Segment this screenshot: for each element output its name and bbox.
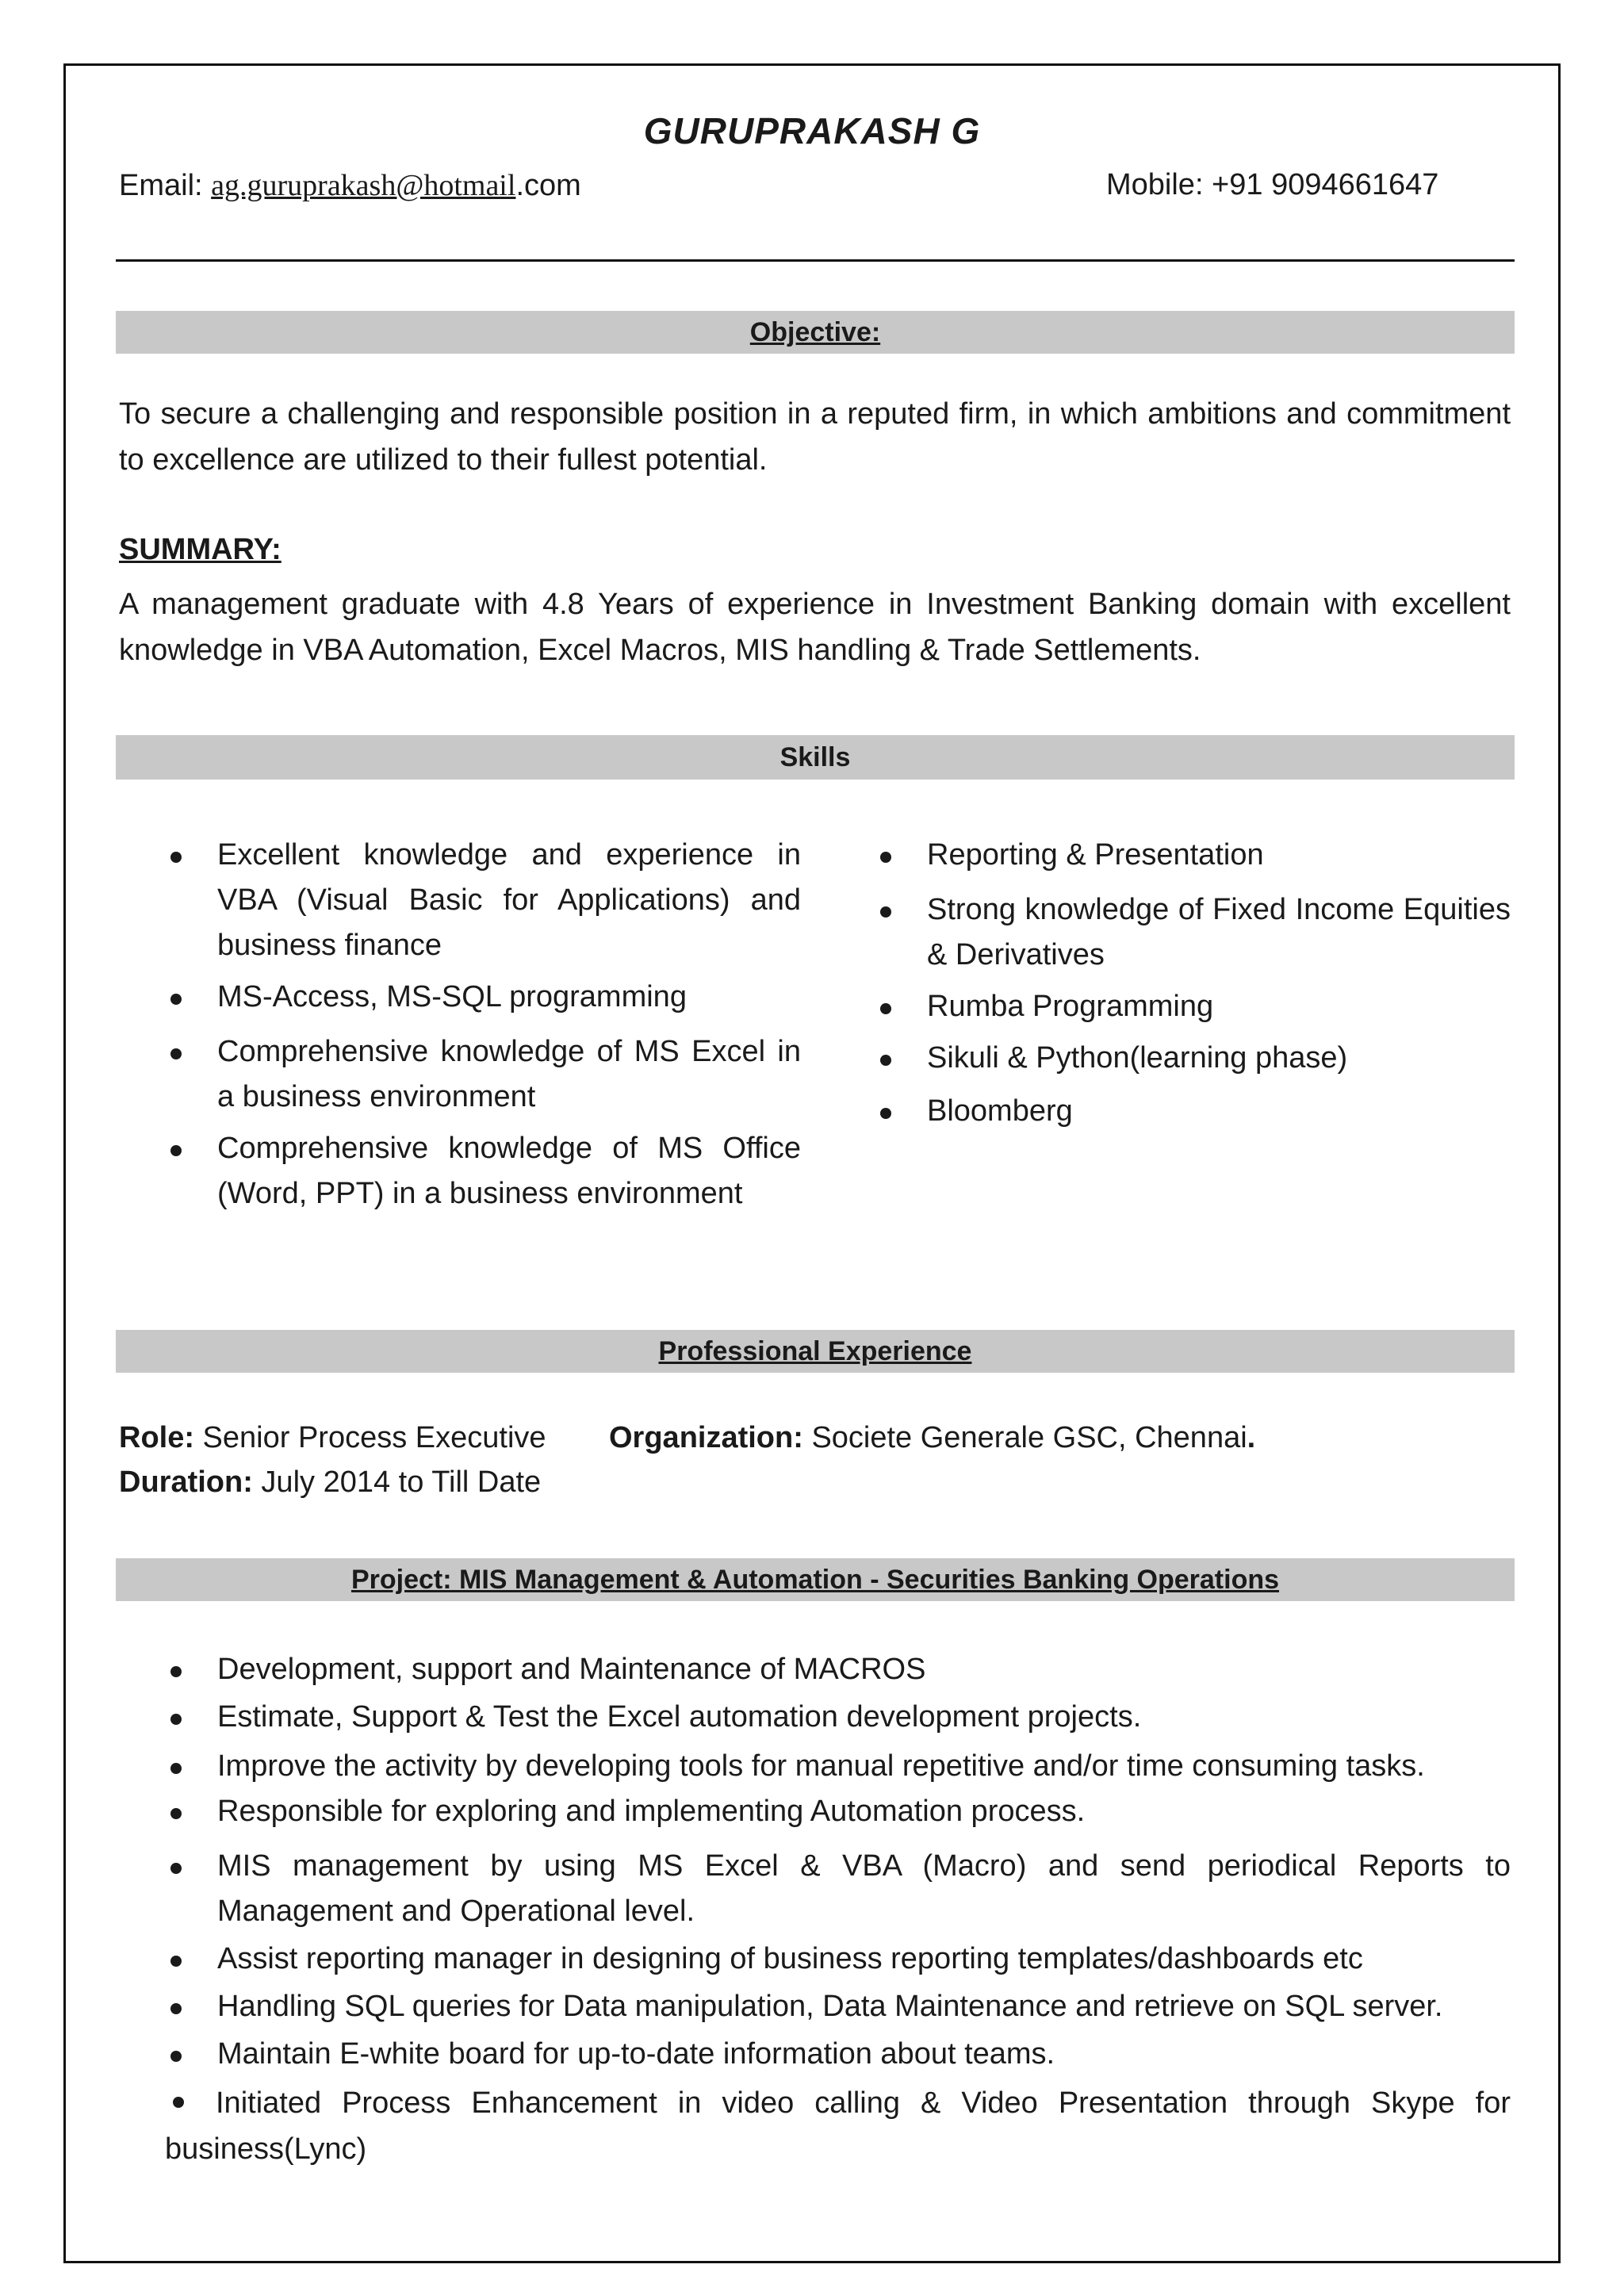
list-item: MS-Access, MS-SQL programming: [119, 975, 801, 1020]
organization-value: Societe Generale GSC, Chennai: [802, 1421, 1247, 1454]
bullet-icon: [170, 2051, 182, 2062]
bullet-icon: [170, 1763, 182, 1774]
bullet-icon: [170, 852, 182, 863]
skills-title: Skills: [779, 742, 851, 772]
list-item: Handling SQL queries for Data manipulation, Data Maintenance and retrieve on SQL server.: [119, 1984, 1511, 2029]
list-item: Excellent knowledge and experience in VBA (Visual Basic for Applications) and business finance: [119, 833, 801, 968]
role-label: Role:: [119, 1421, 194, 1454]
summary-text: A management graduate with 4.8 Years of experience in Investment Banking domain with excellent knowledge in VBA Automation, Excel Macros, MIS handling & Trade Settlements.: [119, 588, 1511, 667]
list-item: Development, support and Maintenance of MACROS: [119, 1647, 1511, 1692]
organization-end: .: [1247, 1421, 1256, 1454]
role-value: Senior Process Executive: [194, 1421, 546, 1454]
bullet-icon: [880, 1108, 891, 1119]
skills-left-list: [119, 833, 801, 1216]
candidate-name: GURUPRAKASH G: [643, 110, 981, 151]
project-heading-bar: [116, 1558, 1515, 1601]
skills-right-list: [829, 833, 1511, 1134]
bullet-icon: [173, 2097, 184, 2108]
organization-line: [609, 1421, 1255, 1455]
bullet-icon: [170, 1666, 182, 1677]
experience-title: Professional Experience: [658, 1336, 972, 1366]
list-item: Assist reporting manager in designing of business reporting templates/dashboards etc: [119, 1937, 1511, 1982]
list-item: Improve the activity by developing tools for manual repetitive and/or time consuming tasks.: [119, 1744, 1511, 1789]
email-label: Email:: [119, 169, 212, 202]
project-list: [119, 1647, 1511, 2077]
bullet-icon: [170, 2003, 182, 2014]
objective-heading-bar: [116, 311, 1515, 354]
bullet-icon: [880, 1055, 891, 1066]
list-item: Reporting & Presentation: [829, 833, 1511, 878]
email-link[interactable]: ag.guruprakash@hotmail: [211, 169, 516, 202]
skills-heading-bar: [116, 735, 1515, 780]
objective-text: To secure a challenging and responsible position in a reputed firm, in which ambitions and commitment to excellence are utilized to their fullest potential.: [119, 397, 1511, 477]
duration-line: [119, 1466, 541, 1500]
list-item: Comprehensive knowledge of MS Office (Word, PPT) in a business environment: [119, 1126, 801, 1216]
project-last-item: Initiated Process Enhancement in video calling & Video Presentation through Skype for business(Lync): [165, 2086, 1511, 2166]
list-item: Strong knowledge of Fixed Income Equities & Derivatives: [829, 887, 1511, 978]
list-item: MIS management by using MS Excel & VBA (Macro) and send periodical Reports to Management and Operational level.: [119, 1844, 1511, 1934]
role-line: [119, 1421, 546, 1455]
list-item: Bloomberg: [829, 1089, 1511, 1134]
bullet-icon: [170, 994, 182, 1005]
objective-title: Objective:: [749, 317, 881, 347]
organization-label: Organization:: [609, 1421, 803, 1454]
bullet-icon: [170, 1714, 182, 1725]
list-item: Responsible for exploring and implementing Automation process.: [119, 1789, 1511, 1834]
list-item: Sikuli & Python(learning phase): [829, 1036, 1511, 1081]
bullet-icon: [880, 1003, 891, 1014]
email-suffix: .com: [515, 169, 581, 202]
duration-label: Duration:: [119, 1466, 253, 1499]
experience-heading-bar: [116, 1330, 1515, 1373]
header-divider: [116, 259, 1515, 262]
bullet-icon: [170, 1808, 182, 1819]
bullet-icon: [880, 906, 891, 918]
bullet-icon: [880, 852, 891, 863]
bullet-icon: [170, 1956, 182, 1967]
email-line: [119, 168, 581, 203]
list-item: Estimate, Support & Test the Excel automation development projects.: [119, 1695, 1511, 1740]
list-item: Maintain E-white board for up-to-date information about teams.: [119, 2032, 1511, 2077]
bullet-icon: [170, 1863, 182, 1874]
list-item: Comprehensive knowledge of MS Excel in a business environment: [119, 1029, 801, 1120]
duration-value: July 2014 to Till Date: [252, 1466, 542, 1499]
summary-title: SUMMARY:: [119, 533, 282, 566]
project-title: Project: MIS Management & Automation - Securities Banking Operations: [350, 1565, 1280, 1595]
mobile-number: Mobile: +91 9094661647: [1106, 168, 1439, 201]
bullet-icon: [170, 1048, 182, 1059]
bullet-icon: [170, 1145, 182, 1156]
list-item: Rumba Programming: [829, 984, 1511, 1029]
